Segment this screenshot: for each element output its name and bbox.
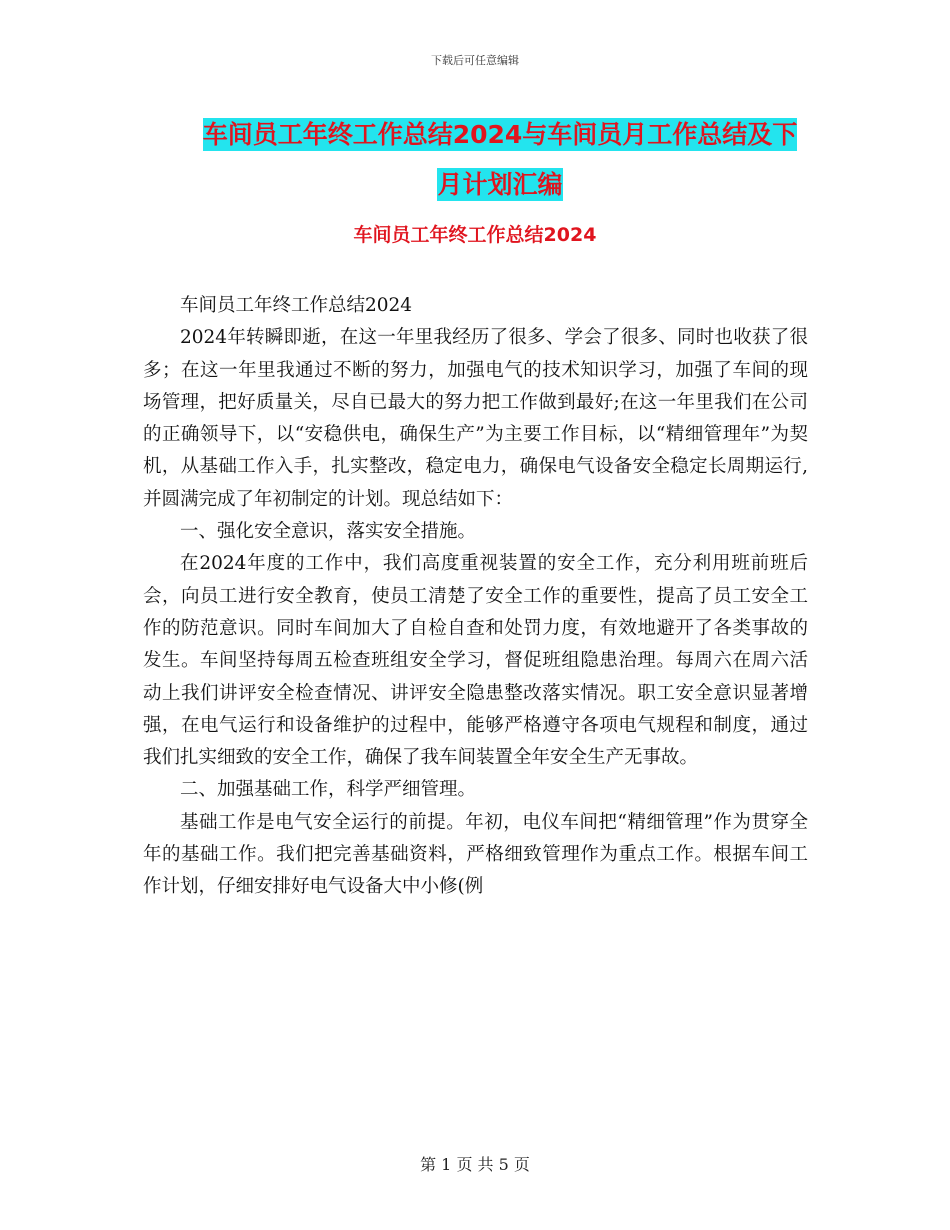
- page-number: 第 1 页 共 5 页: [420, 1155, 530, 1174]
- paragraph: 车间员工年终工作总结2024: [180, 295, 413, 316]
- document-title-line-2: 月计划汇编: [437, 170, 563, 199]
- document-title-line-1: 车间员工年终工作总结2024与车间员月工作总结及下: [202, 120, 798, 149]
- paragraph: 2024年转瞬即逝，在这一年里我经历了很多、学会了很多、同时也收获了很多；在这一年里我通过不断的努力，加强电气的技术知识学习，加强了车间的现场管理，把好质量关，尽自已最大的努力把工作做到最好;在这一年里我们在公司的正确领导下，以“安稳供电，确保生产”为主要工作目标，以“精细管理年”为契机，从基础工作入手，扎实整改，稳定电力，确保电气设备安全稳定长周期运行,并圆满完成了年初制定的计划。现总结如下：: [143, 327, 808, 510]
- document-body: [143, 290, 808, 904]
- paragraph: 在2024年度的工作中，我们高度重视装置的安全工作，充分利用班前班后会，向员工进行安全教育，使员工清楚了安全工作的重要性，提高了员工安全工作的防范意识。同时车间加大了自检自查和处罚力度，有效地避开了各类事故的发生。车间坚持每周五检查班组安全学习，督促班组隐患治理。每周六在周六活动上我们讲评安全检查情况、讲评安全隐患整改落实情况。职工安全意识显著增强，在电气运行和设备维护的过程中，能够严格遵守各项电气规程和制度，通过我们扎实细致的安全工作，确保了我车间装置全年安全生产无事故。: [143, 553, 808, 769]
- header-note: 下载后可任意编辑: [431, 54, 519, 67]
- section-heading: 一、强化安全意识，落实安全措施。: [180, 521, 477, 543]
- section-title: 车间员工年终工作总结2024: [353, 224, 597, 246]
- paragraph: 基础工作是电气安全运行的前提。年初，电仪车间把“精细管理”作为贯穿全年的基础工作。我们把完善基础资料，严格细致管理作为重点工作。根据车间工作计划，仔细安排好电气设备大中小修(例: [143, 811, 808, 898]
- document-title: [140, 110, 860, 210]
- section-heading: 二、加强基础工作，科学严细管理。: [180, 779, 477, 801]
